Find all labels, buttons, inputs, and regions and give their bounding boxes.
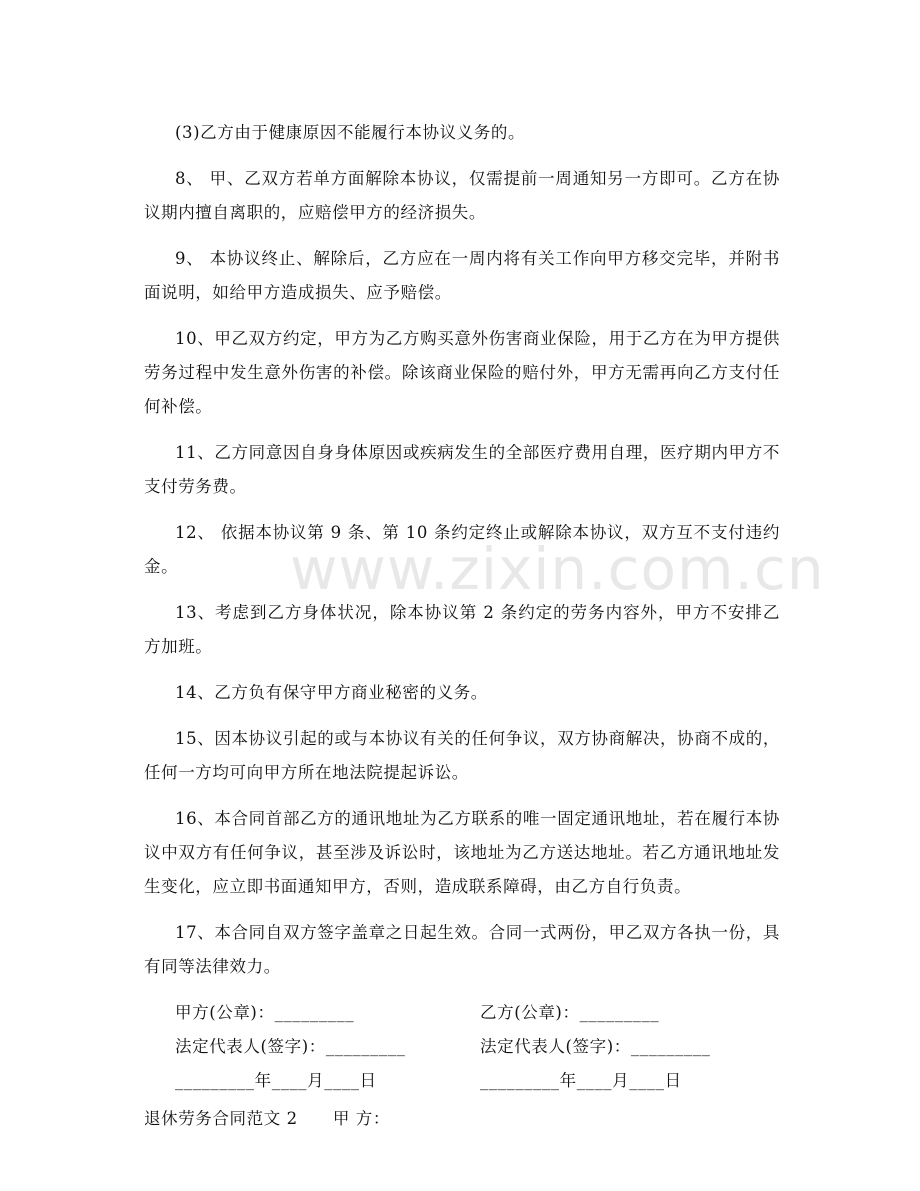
- next-document-party-label: 甲 方：: [332, 1109, 390, 1128]
- clause-17: 17、本合同自双方签字盖章之日起生效。合同一式两份，甲乙双方各执一份，具有同等法律效力。: [144, 923, 780, 976]
- clause-10: 10、甲乙双方约定，甲方为乙方购买意外伤害商业保险，用于乙方在为甲方提供劳务过程中发生意外伤害的补偿。除该商业保险的赔付外，甲方无需再向乙方支付任何补偿。: [144, 329, 780, 416]
- next-document-heading: [144, 1102, 780, 1136]
- party-b-seal-line: 乙方(公章)：_________: [480, 1003, 660, 1022]
- party-b-date-line: _________年____月____日: [480, 1071, 682, 1090]
- party-a-representative-line: 法定代表人(签字)：_________: [175, 1037, 406, 1056]
- signature-row-representative: [144, 1030, 780, 1064]
- clause-9: 9、 本协议终止、解除后，乙方应在一周内将有关工作向甲方移交完毕，并附书面说明，如给甲方造成损失、应予赔偿。: [144, 249, 780, 302]
- clause-15: 15、因本协议引起的或与本协议有关的任何争议，双方协商解决，协商不成的，任何一方均可向甲方所在地法院提起诉讼。: [144, 729, 780, 782]
- party-a-seal-line: 甲方(公章)：_________: [175, 1003, 355, 1022]
- watermark: www.zixin.com.cn: [290, 535, 825, 603]
- clause-14: 14、乙方负有保守甲方商业秘密的义务。: [175, 683, 488, 702]
- signature-row-date: [144, 1064, 780, 1098]
- signature-block: [144, 996, 780, 1098]
- clause-8: 8、 甲、乙双方若单方面解除本协议，仅需提前一周通知另一方即可。乙方在协议期内擅自离职的，应赔偿甲方的经济损失。: [144, 169, 780, 222]
- clause-3-item: (3)乙方由于健康原因不能履行本协议义务的。: [175, 123, 526, 142]
- party-a-date-line: _________年____月____日: [175, 1071, 377, 1090]
- party-b-representative-line: 法定代表人(签字)：_________: [480, 1037, 711, 1056]
- next-document-title: 退休劳务合同范文 2: [144, 1109, 298, 1128]
- clause-11: 11、乙方同意因自身身体原因或疾病发生的全部医疗费用自理，医疗期内甲方不支付劳务费。: [144, 443, 780, 496]
- signature-row-seal: [144, 996, 780, 1030]
- clause-12: 12、 依据本协议第 9 条、第 10 条约定终止或解除本协议，双方互不支付违约金。: [144, 523, 780, 576]
- clause-16: 16、本合同首部乙方的通讯地址为乙方联系的唯一固定通讯地址，若在履行本协议中双方有任何争议，甚至涉及诉讼时，该地址为乙方送达地址。若乙方通讯地址发生变化，应立即书面通知甲方，否则，造成联系障碍，由乙方自行负责。: [144, 809, 780, 896]
- clause-13: 13、考虑到乙方身体状况，除本协议第 2 条约定的劳务内容外，甲方不安排乙方加班。: [144, 603, 780, 656]
- document-body: [144, 116, 780, 1136]
